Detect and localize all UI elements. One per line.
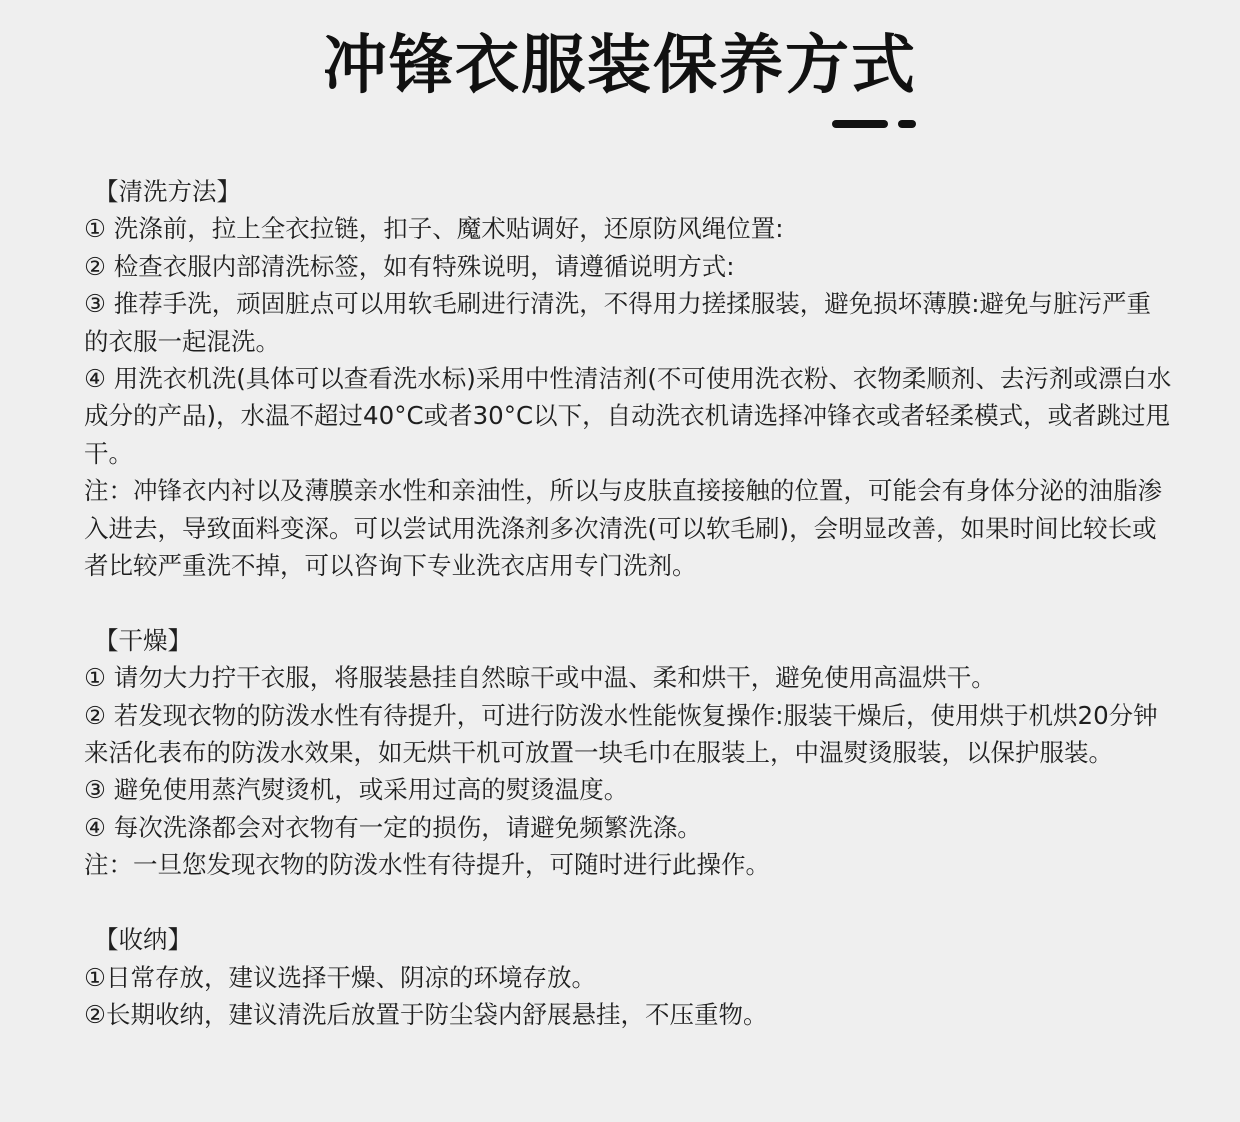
- section-drying: [84, 622, 1174, 884]
- note-line: 注：冲锋衣内衬以及薄膜亲水性和亲油性，所以与皮肤直接接触的位置，可能会有身体分泌的油脂渗入进去，导致面料变深。可以尝试用洗涤剂多次清洗(可以软毛刷)，会明显改善，如果时间比较长或者比较严重洗不掉，可以咨询下专业洗衣店用专门洗剂。: [84, 476, 1162, 581]
- care-instructions: [84, 173, 1174, 1033]
- instruction-line: ④ 每次洗涤都会对衣物有一定的损伤，请避免频繁洗涤。: [84, 812, 702, 842]
- instruction-line: ③ 避免使用蒸汽熨烫机，或采用过高的熨烫温度。: [84, 775, 629, 805]
- section-heading: 【清洗方法】: [94, 177, 241, 206]
- instruction-line: ①日常存放，建议选择干燥、阴凉的环境存放。: [84, 962, 596, 992]
- instruction-line: ②长期收纳，建议清洗后放置于防尘袋内舒展悬挂，不压重物。: [84, 999, 768, 1029]
- note-line: 注：一旦您发现衣物的防泼水性有待提升，可随时进行此操作。: [84, 850, 770, 880]
- instruction-line: ② 若发现衣物的防泼水性有待提升，可进行防泼水性能恢复操作:服装干燥后，使用烘于机烘20分钟来活化表布的防泼水效果，如无烘干机可放置一块毛巾在服装上，中温熨烫服装，以保护服装。: [84, 700, 1158, 768]
- page-title: 冲锋衣服装保养方式: [323, 29, 917, 103]
- title-underline: [832, 120, 916, 128]
- underline-bar-long: [832, 120, 888, 128]
- section-cleaning: [84, 173, 1174, 584]
- instruction-line: ① 洗涤前，拉上全衣拉链，扣子、魔术贴调好，还原防风绳位置:: [84, 214, 784, 244]
- section-heading: 【干燥】: [94, 625, 192, 655]
- instruction-line: ② 检查衣服内部清洗标签，如有特殊说明，请遵循说明方式:: [84, 251, 735, 281]
- instruction-line: ③ 推荐手洗，顽固脏点可以用软毛刷进行清洗，不得用力搓揉服装，避免损坏薄膜:避免与脏污严重的衣服一起混洗。: [84, 289, 1152, 356]
- instruction-line: ① 请勿大力拧干衣服，将服装悬挂自然晾干或中温、柔和烘干，避免使用高温烘干。: [84, 663, 996, 693]
- section-heading: 【收纳】: [94, 925, 192, 955]
- instruction-line: ④ 用洗衣机洗(具体可以查看洗水标)采用中性清洁剂(不可使用洗衣粉、衣物柔顺剂、去污剂或漂白水成分的产品)，水温不超过40°C或者30°C以下，自动洗衣机请选择冲锋衣或者轻柔模式，或者跳过甩干。: [84, 364, 1172, 468]
- section-storage: [84, 921, 1174, 1033]
- underline-bar-short: [898, 120, 916, 128]
